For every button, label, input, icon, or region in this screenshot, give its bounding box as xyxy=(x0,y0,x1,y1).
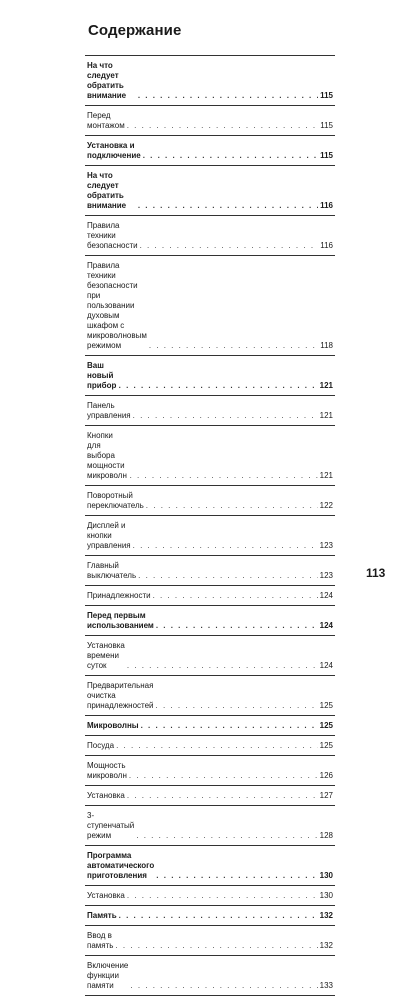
toc-entry-title: Микроволны xyxy=(87,721,139,730)
dot-leader xyxy=(143,151,318,161)
toc-entry xyxy=(85,786,335,806)
toc-entry-title: Предварительная очистка принадлежностей xyxy=(87,681,154,710)
dot-leader xyxy=(149,341,318,351)
dot-leader xyxy=(116,741,318,751)
toc-entry-page: 121 xyxy=(319,471,333,480)
toc-entry xyxy=(85,56,335,106)
toc-entry-title: Правила техники безопасности xyxy=(87,221,138,250)
toc-entry xyxy=(85,166,335,216)
toc-entry-title: Установка xyxy=(87,791,125,800)
dot-leader xyxy=(138,571,318,581)
toc-entry xyxy=(85,756,335,786)
dot-leader xyxy=(127,791,318,801)
toc-entry-title: Панель управления xyxy=(87,401,131,420)
toc-entry-title: На что следует обратить внимание xyxy=(87,61,127,100)
toc-entry-title: Главный выключатель xyxy=(87,561,137,580)
dot-leader xyxy=(156,621,318,631)
toc-entry-page: 115 xyxy=(320,151,333,160)
toc-entry xyxy=(85,806,335,846)
toc-entry xyxy=(85,736,335,756)
toc-entry xyxy=(85,956,335,996)
toc-entry-title: Ваш новый прибор xyxy=(87,361,117,390)
toc-entry xyxy=(85,846,335,886)
dot-leader xyxy=(133,411,318,421)
toc-entry-title: Кнопки для выбора мощности микроволн xyxy=(87,431,127,480)
toc-entry xyxy=(85,586,335,606)
toc-entry-title: Установка времени суток xyxy=(87,641,125,670)
toc-entry-page: 123 xyxy=(319,571,333,580)
toc-entry xyxy=(85,516,335,556)
toc-entry-title: Мощность микроволн xyxy=(87,761,127,780)
dot-leader xyxy=(156,701,318,711)
toc-entry xyxy=(85,216,335,256)
toc-entry-page: 121 xyxy=(319,411,333,420)
toc-entry xyxy=(85,676,335,716)
toc-entry-title: Принадлежности xyxy=(87,591,151,600)
toc-entry xyxy=(85,886,335,906)
toc-entry-page: 116 xyxy=(320,241,333,250)
toc-entry-page: 132 xyxy=(319,911,333,920)
dot-leader xyxy=(156,871,317,881)
toc-entry xyxy=(85,636,335,676)
toc-entry-page: 123 xyxy=(319,541,333,550)
toc-entry xyxy=(85,906,335,926)
dot-leader xyxy=(146,501,318,511)
toc-entry-title: Перед монтажом xyxy=(87,111,125,130)
dot-leader xyxy=(115,941,317,951)
dot-leader xyxy=(141,721,318,731)
toc-entry-page: 125 xyxy=(319,741,333,750)
dot-leader xyxy=(129,771,318,781)
dot-leader xyxy=(127,891,318,901)
toc-entry-page: 121 xyxy=(319,381,333,390)
table-of-contents xyxy=(85,55,335,996)
dot-leader xyxy=(127,121,319,131)
toc-entry-title: Правила техники безопасности при пользовании духовым шкафом с микроволновым режимом xyxy=(87,261,147,350)
toc-entry-page: 132 xyxy=(319,941,333,950)
toc-entry xyxy=(85,136,335,166)
dot-leader xyxy=(138,201,318,211)
toc-entry xyxy=(85,716,335,736)
toc-entry-page: 130 xyxy=(319,891,333,900)
toc-entry xyxy=(85,556,335,586)
dot-leader xyxy=(153,591,318,601)
toc-entry-title: Память xyxy=(87,911,117,920)
dot-leader xyxy=(119,381,318,391)
dot-leader xyxy=(119,911,318,921)
toc-entry-title: Установка xyxy=(87,891,125,900)
toc-entry-page: 124 xyxy=(319,621,333,630)
dot-leader xyxy=(127,661,318,671)
toc-entry xyxy=(85,256,335,356)
toc-entry-title: Посуда xyxy=(87,741,115,750)
toc-entry-page: 126 xyxy=(319,771,333,780)
toc-entry-title: Ввод в память xyxy=(87,931,114,950)
toc-entry-title: Включение функции памяти xyxy=(87,961,129,990)
dot-leader xyxy=(130,981,317,991)
toc-entry xyxy=(85,396,335,426)
toc-entry-page: 124 xyxy=(319,661,333,670)
toc-entry-page: 118 xyxy=(320,341,333,350)
toc-entry-page: 125 xyxy=(319,701,333,710)
toc-entry-page: 116 xyxy=(320,201,333,210)
dot-leader xyxy=(138,91,318,101)
dot-leader xyxy=(140,241,319,251)
toc-entry-title: Перед первым использованием xyxy=(87,611,154,630)
toc-entry-page: 133 xyxy=(319,981,333,990)
toc-entry xyxy=(85,606,335,636)
toc-entry-title: Программа автоматического приготовления xyxy=(87,851,155,880)
page-number: 113 xyxy=(366,566,386,580)
toc-entry-page: 115 xyxy=(320,91,333,100)
dot-leader xyxy=(136,831,317,841)
toc-entry-page: 127 xyxy=(319,791,333,800)
dot-leader xyxy=(133,541,318,551)
toc-entry-title: Дисплей и кнопки управления xyxy=(87,521,131,550)
toc-entry-page: 122 xyxy=(319,501,333,510)
toc-entry xyxy=(85,926,335,956)
toc-entry xyxy=(85,426,335,486)
toc-entry-page: 124 xyxy=(319,591,333,600)
toc-entry-page: 130 xyxy=(319,871,333,880)
toc-entry-title: На что следует обратить внимание xyxy=(87,171,127,210)
toc-entry xyxy=(85,356,335,396)
toc-entry-title: Установка и подключение xyxy=(87,141,141,160)
dot-leader xyxy=(130,471,318,481)
page-title: Содержание xyxy=(88,22,182,39)
toc-entry-title: 3-ступенчатый режим xyxy=(87,811,135,840)
toc-entry-page: 115 xyxy=(320,121,333,130)
toc-entry-title: Поворотный переключатель xyxy=(87,491,144,510)
toc-entry xyxy=(85,106,335,136)
toc-entry-page: 128 xyxy=(319,831,333,840)
toc-entry-page: 125 xyxy=(319,721,333,730)
toc-entry xyxy=(85,486,335,516)
